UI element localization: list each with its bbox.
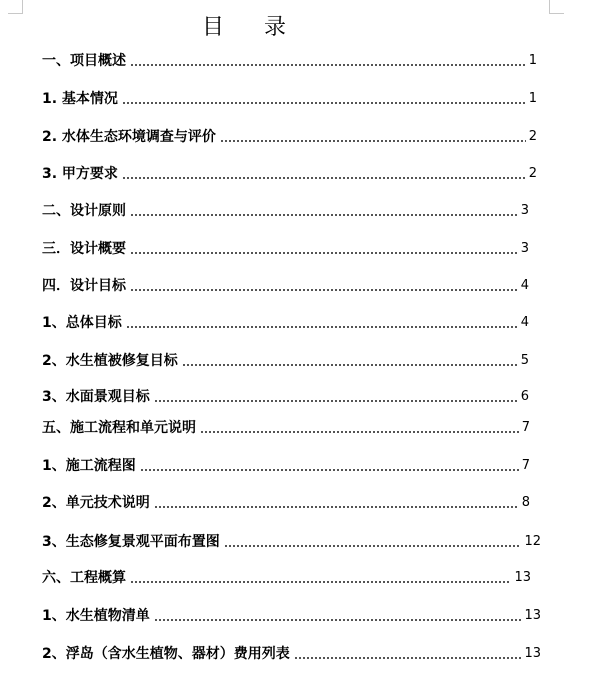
toc-entry[interactable]	[42, 163, 537, 183]
toc-leader-dots	[130, 214, 518, 216]
toc-entry-label: 3. 甲方要求	[42, 166, 118, 182]
toc-entry[interactable]	[42, 605, 541, 625]
toc-entry-label: 1. 基本情况	[42, 91, 118, 107]
toc-leader-dots	[140, 469, 519, 471]
toc-leader-dots	[154, 619, 522, 621]
toc-entry-page: 13	[514, 570, 531, 585]
toc-entry-label: 2、水生植被修复目标	[42, 353, 178, 369]
toc-entry-page: 7	[521, 420, 530, 435]
toc-entry-label: 1、水生植物清单	[42, 608, 150, 624]
toc-entry-page: 4	[520, 315, 529, 330]
toc-entry[interactable]	[42, 455, 530, 475]
toc-entry-label: 四．设计目标	[42, 278, 126, 294]
toc-leader-dots	[154, 506, 519, 508]
toc-entry-page: 13	[524, 608, 541, 623]
toc-entry-page: 13	[524, 646, 541, 661]
toc-leader-dots	[130, 64, 526, 66]
toc-leader-dots	[220, 140, 526, 142]
toc-entry[interactable]	[42, 88, 537, 108]
toc-entry-label: 2、单元技术说明	[42, 495, 150, 511]
toc-entry[interactable]	[42, 312, 529, 332]
toc-entry-page: 3	[520, 203, 529, 218]
toc-leader-dots	[126, 326, 518, 328]
toc-entry-page: 8	[521, 495, 530, 510]
toc-entry-label: 2. 水体生态环境调查与评价	[42, 129, 216, 145]
toc-entry-page: 5	[520, 353, 529, 368]
toc-entry-label: 1、总体目标	[42, 315, 122, 331]
toc-entry-label: 2、浮岛（含水生植物、器材）费用列表	[42, 646, 290, 662]
toc-entry[interactable]	[42, 417, 530, 437]
toc-entry-page: 12	[524, 534, 541, 549]
toc-entry[interactable]	[42, 386, 529, 406]
toc-entry-label: 1、施工流程图	[42, 458, 136, 474]
toc-leader-dots	[182, 364, 518, 366]
toc-entry-label: 三．设计概要	[42, 241, 126, 257]
toc-entry-label: 六、工程概算	[42, 570, 126, 586]
toc-entry[interactable]	[42, 50, 537, 70]
toc-leader-dots	[294, 657, 522, 659]
toc-entry-page: 1	[528, 91, 537, 106]
toc-entry-page: 6	[520, 389, 529, 404]
toc-leader-dots	[130, 252, 518, 254]
toc-leader-dots	[122, 102, 526, 104]
toc-entry-label: 3、生态修复景观平面布置图	[42, 534, 220, 550]
toc-entry-label: 五、施工流程和单元说明	[42, 420, 196, 436]
toc-entry[interactable]	[42, 275, 529, 295]
toc-entry-label: 3、水面景观目标	[42, 389, 150, 405]
toc-entry[interactable]	[42, 643, 541, 663]
toc-entry[interactable]	[42, 200, 529, 220]
toc-leader-dots	[154, 400, 518, 402]
toc-entry[interactable]	[42, 350, 529, 370]
toc-entry-page: 2	[528, 129, 537, 144]
toc-entry-page: 3	[520, 241, 529, 256]
toc-entry[interactable]	[42, 492, 530, 512]
toc-leader-dots	[122, 177, 526, 179]
toc-entry[interactable]	[42, 567, 531, 587]
toc-entry[interactable]	[42, 126, 537, 146]
toc-title: 目录	[201, 15, 326, 40]
toc-entry-page: 2	[528, 166, 537, 181]
toc-entry-page: 7	[521, 458, 530, 473]
toc-leader-dots	[130, 289, 518, 291]
toc-entry-label: 二、设计原则	[42, 203, 126, 219]
toc-entry-label: 一、项目概述	[42, 53, 126, 69]
toc-entry-page: 4	[520, 278, 529, 293]
toc-entry[interactable]	[42, 238, 529, 258]
toc-leader-dots	[130, 581, 511, 583]
toc-entry[interactable]	[42, 531, 541, 551]
toc-leader-dots	[200, 431, 519, 433]
toc-entry-page: 1	[528, 53, 537, 68]
toc-leader-dots	[224, 545, 522, 547]
